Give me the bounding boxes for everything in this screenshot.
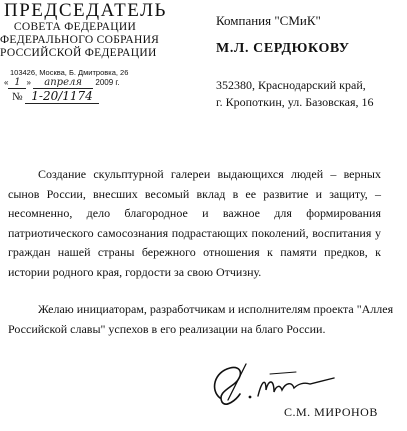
sender-org-line-3: РОССИЙСКОЙ ФЕДЕРАЦИИ [0,47,157,59]
date-mid: » [26,78,31,87]
number-prefix: № [12,91,23,103]
sender-title: ПРЕДСЕДАТЕЛЬ [4,0,167,21]
sender-org-line-1: СОВЕТА ФЕДЕРАЦИИ [13,21,137,33]
date-year: 2009 г. [95,78,120,87]
recipient-address-line-2: г. Кропоткин, ул. Базовская, 16 [216,95,374,109]
date-month: апреля [33,77,93,89]
signer-name: С.М. МИРОНОВ [284,405,378,419]
recipient-name: М.Л. СЕРДЮКОВУ [216,41,350,56]
body-paragraph-2: Желаю инициаторам, разработчикам и исполнителям проекта "Аллея Российской славы" успехов в его реализации на благо России. [8,302,394,336]
letter-body [8,165,381,282]
sender-address: 103426, Москва, Б. Дмитровка, 26 [10,68,129,77]
sender-org-line-2: ФЕДЕРАЛЬНОГО СОБРАНИЯ [0,34,160,46]
letter-date [4,77,120,89]
handwritten-signature [200,360,340,410]
letter-number [12,89,99,103]
recipient-address-line-1: 352380, Краснодарский край, [216,78,366,92]
body-paragraph-1: Создание скульптурной галереи выдающихся людей – верных сынов России, внесших весомый вклад в ее развитие и защиту, – несомненно, дело благородное и важное для формирования патриотического самосознания подрастающих поколений, воспитания у граждан нашей страны бережного отношения к памяти предков, к истории родного края, гордости за свою Отчизну. [8,167,381,279]
date-day: 1 [8,77,26,89]
number-value: 1-20/1174 [25,89,99,104]
recipient-company: Компания "СМиК" [216,13,321,28]
date-prefix: « [4,78,9,87]
